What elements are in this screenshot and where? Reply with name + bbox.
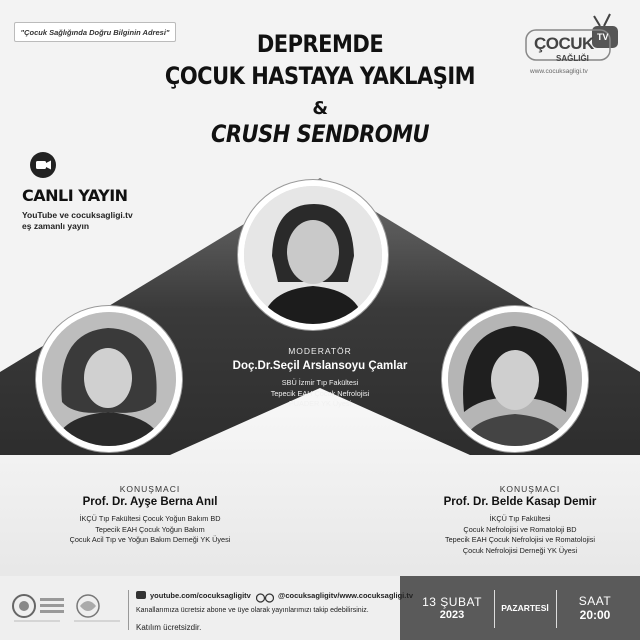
- speaker1-aff-1: İKÇÜ Tıp Fakültesi Çocuk Yoğun Bakım BD: [79, 514, 221, 523]
- date-divider-1: [494, 590, 495, 628]
- youtube-icon: [136, 591, 146, 599]
- social-link[interactable]: @cocuksagligitv/www.cocuksagligi.tv: [278, 591, 413, 600]
- event-weekday: PAZARTESİ: [501, 603, 549, 613]
- moderator-photo: [244, 186, 382, 324]
- moderator-affiliations: [200, 378, 440, 410]
- video-camera-icon: [30, 152, 56, 178]
- logo-word: ÇOCUK: [534, 34, 594, 53]
- subscribe-note: Kanallarımıza ücretsiz abone ve üye olarak yayınlarımızı takip edebilirsiniz.: [136, 607, 369, 614]
- moderator-aff-3: PUADER YK Üyesi: [288, 399, 352, 408]
- date-year: 2023: [439, 609, 465, 621]
- speaker2-aff-2: Çocuk Nefrolojisi ve Romatoloji BD: [463, 524, 577, 534]
- moderator-name: Doç.Dr.Seçil Arslansoyu Çamlar: [232, 360, 408, 372]
- speaker1-photo: [42, 312, 176, 446]
- logo-url[interactable]: www.cocuksagligi.tv: [530, 68, 588, 75]
- title-ampersand: &: [312, 98, 328, 119]
- event-date: [410, 578, 494, 638]
- title-line-1: DEPREMDE: [256, 30, 384, 58]
- live-line-1: YouTube ve cocuksagligi.tv: [22, 210, 133, 220]
- date-divider-2: [556, 590, 557, 628]
- date-day: 13 ŞUBAT: [422, 595, 482, 609]
- time-label: SAAT: [578, 594, 612, 608]
- title-line-3: CRUSH SENDROMU: [210, 120, 430, 148]
- social-icons: [256, 590, 274, 600]
- footer-divider: [128, 590, 129, 630]
- speaker1-name: Prof. Dr. Ayşe Berna Anıl: [82, 496, 218, 508]
- tagline-badge: "Çocuk Sağlığında Doğru Bilginin Adresi": [14, 22, 176, 42]
- moderator-aff-2: Tepecik EAH Çocuk Nefrolojisi: [270, 388, 370, 398]
- live-title: CANLI YAYIN: [22, 186, 128, 205]
- logo-tv: TV: [597, 32, 609, 42]
- moderator-role: MODERATÖR: [288, 346, 352, 356]
- channel-logo[interactable]: [522, 12, 622, 78]
- speaker1-affiliations: [10, 514, 290, 546]
- speaker2-aff-4: Çocuk Nefrolojisi Derneği YK Üyesi: [462, 545, 578, 555]
- association-logos: [10, 592, 125, 624]
- speaker1-aff-2: Tepecik EAH Çocuk Yoğun Bakım: [95, 524, 205, 534]
- logo-subtitle: SAĞLIĞI: [556, 54, 589, 63]
- moderator-aff-1: SBÜ İzmir Tıp Fakültesi: [281, 378, 359, 387]
- speaker2-role: KONUŞMACI: [499, 484, 561, 494]
- event-weekday-box: [496, 578, 554, 638]
- speaker2-aff-3: Tepecik EAH Çocuk Nefrolojisi ve Romatolojisi: [444, 535, 596, 544]
- free-note: Katılım ücretsizdir.: [136, 623, 202, 632]
- live-line-2: eş zamanlı yayın: [22, 221, 90, 231]
- live-subtitle: [22, 210, 142, 232]
- speaker2-photo: [448, 312, 582, 446]
- speaker2-affiliations: [390, 514, 640, 556]
- speaker2-aff-1: İKÇÜ Tıp Fakültesi: [489, 514, 551, 523]
- event-time: [558, 578, 632, 638]
- time-value: 20:00: [579, 608, 611, 622]
- youtube-link[interactable]: youtube.com/cocuksagligitv: [150, 591, 251, 600]
- speaker2-name: Prof. Dr. Belde Kasap Demir: [443, 496, 597, 508]
- title-line-2: ÇOCUK HASTAYA YAKLAŞIM: [164, 62, 476, 90]
- speaker1-aff-3: Çocuk Acil Tıp ve Yoğun Bakım Derneği YK Üyesi: [69, 535, 231, 544]
- speaker1-role: KONUŞMACI: [119, 484, 181, 494]
